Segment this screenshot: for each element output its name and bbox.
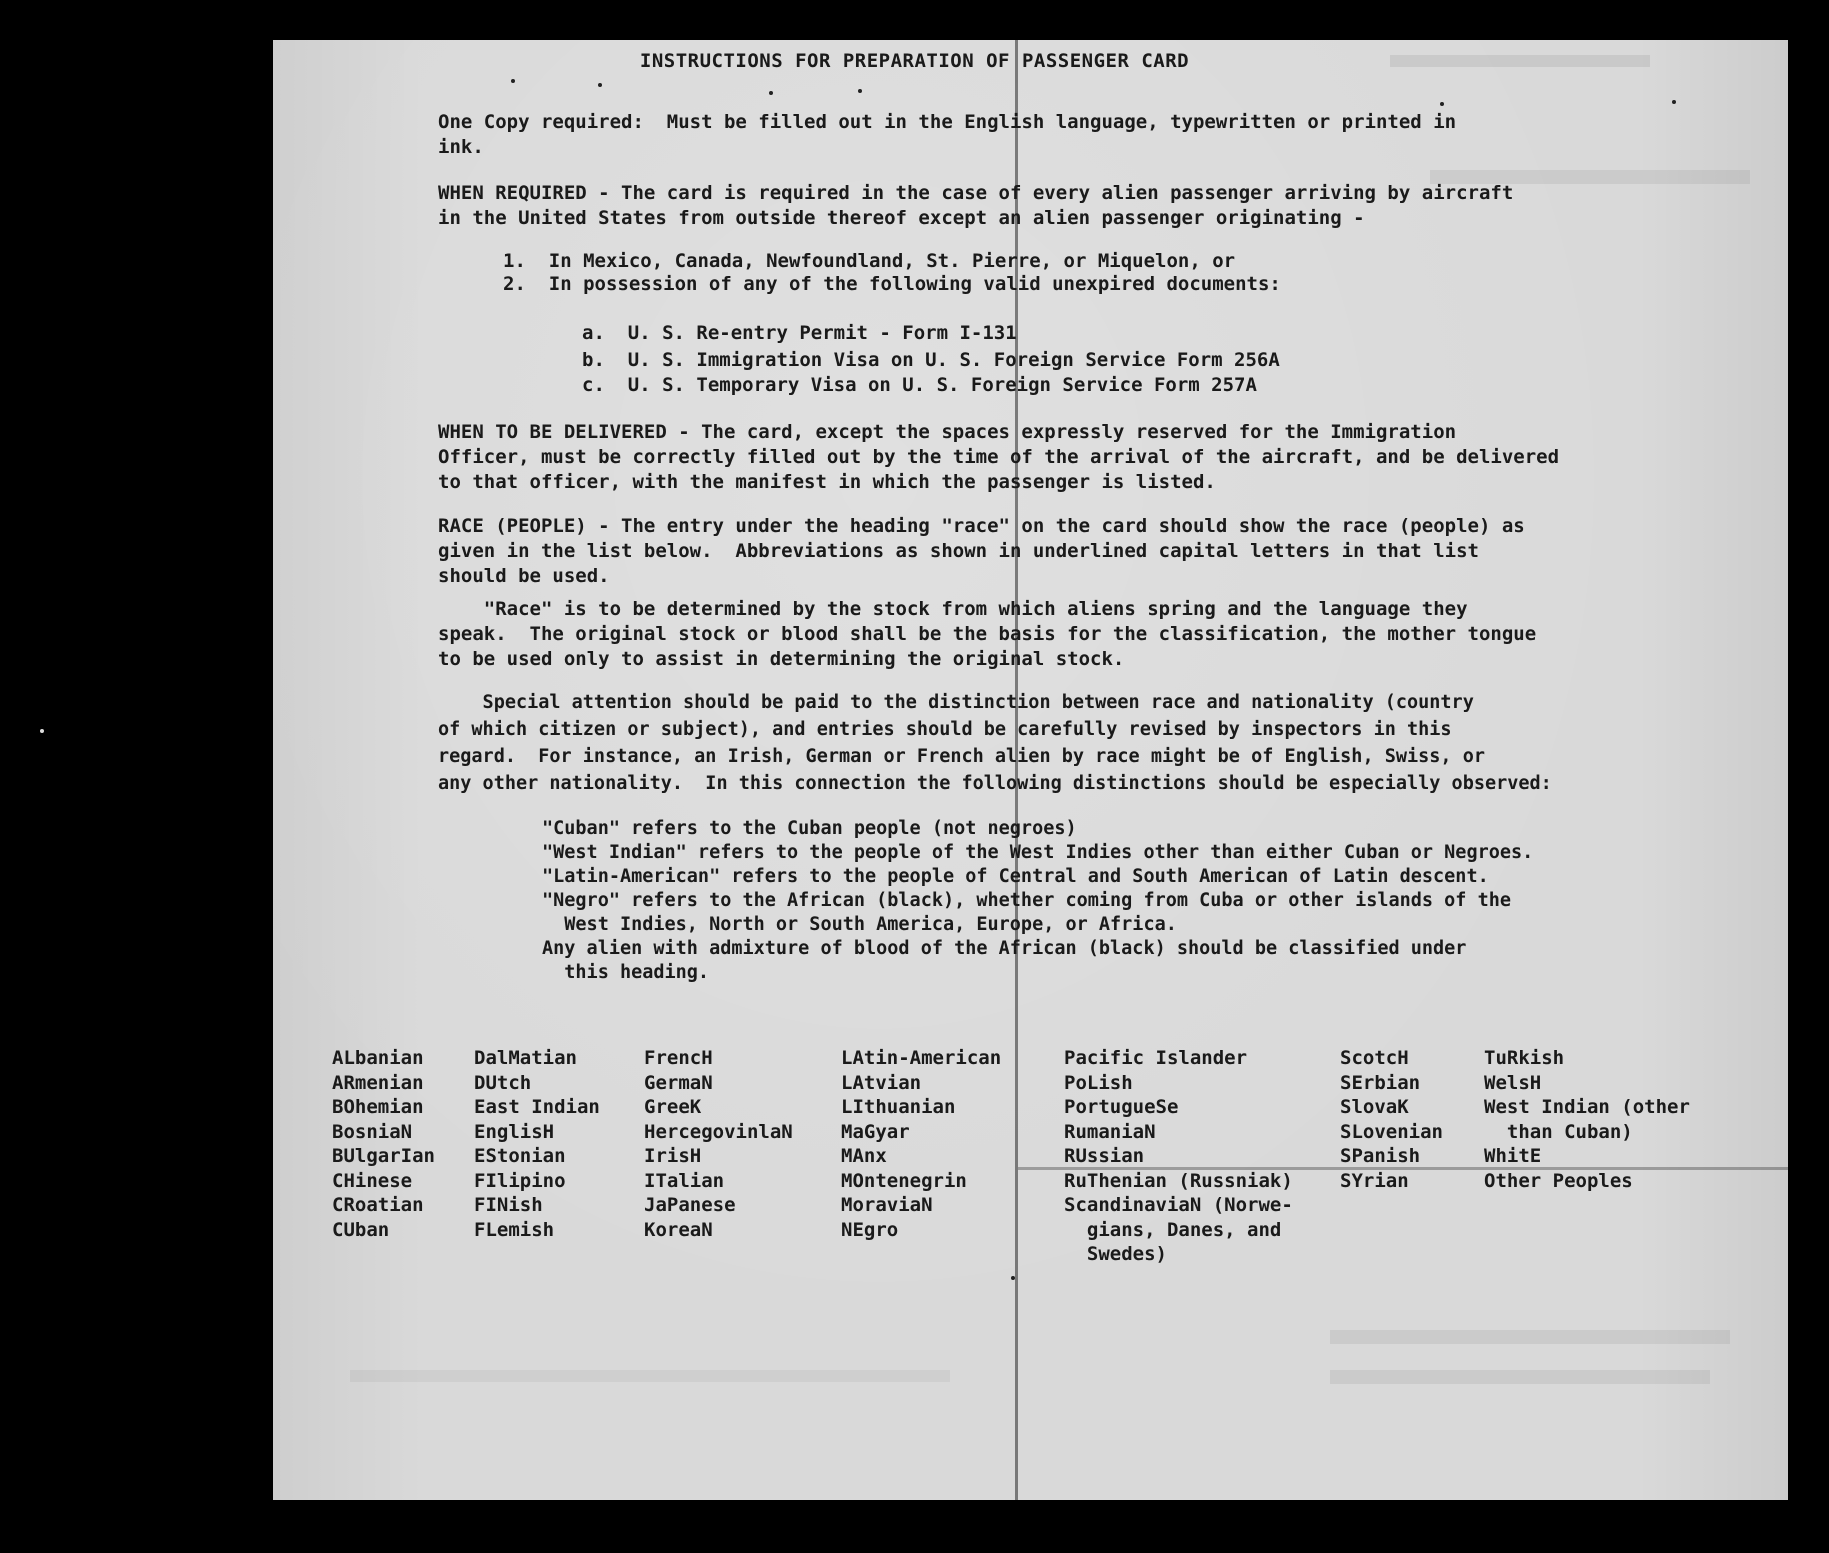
ink-speck — [1440, 102, 1444, 106]
when-delivered-paragraph: WHEN TO BE DELIVERED - The card, except the spaces expressly reserved for the Immigration Officer, must be correctly filled out by the time of the arrival of the aircraft, and be delivered to that officer, with the manifest in which the passenger is listed. — [438, 421, 1560, 493]
document-item-a: a. U. S. Re-entry Permit - Form I-131 — [582, 322, 1017, 344]
race-entry: Other Peoples — [1484, 1169, 1633, 1192]
race-entry: ALbanian — [332, 1047, 424, 1069]
race-entry: CUban — [332, 1218, 390, 1241]
race-entry: RuThenian (Russniak) — [1064, 1169, 1293, 1192]
race-column-7 — [1484, 1046, 1690, 1193]
ink-speck — [511, 79, 515, 83]
ink-speck — [1011, 1276, 1015, 1280]
race-entry: gians, Danes, and — [1064, 1218, 1282, 1241]
race-entry: SPanish — [1340, 1145, 1421, 1167]
race-entry: CRoatian — [332, 1194, 424, 1216]
race-entry: LAtvian — [841, 1071, 922, 1094]
race-entry: JaPanese — [644, 1194, 736, 1216]
exemption-item-1: 1. In Mexico, Canada, Newfoundland, St. Pierre, or Miquelon, or — [503, 250, 1236, 272]
ink-speck — [769, 91, 773, 95]
race-entry: DUtch — [474, 1071, 532, 1094]
race-definition-paragraph: "Race" is to be determined by the stock from which aliens spring and the language they speak. The original stock or blood shall be the basis for the classification, the mother tongue to be used only to assist in determining the original stock. — [438, 598, 1537, 670]
race-entry: CHinese — [332, 1169, 413, 1192]
race-entry: West Indian (other — [1484, 1096, 1690, 1118]
race-entry: SErbian — [1340, 1071, 1421, 1094]
dust-speck — [40, 729, 44, 733]
ink-speck — [598, 83, 602, 87]
race-column-2 — [474, 1046, 600, 1242]
race-entry: EStonian — [474, 1145, 566, 1167]
race-entry: NEgro — [841, 1218, 899, 1241]
document-item-b: b. U. S. Immigration Visa on U. S. Foreign Service Form 256A — [582, 349, 1280, 371]
document-title: INSTRUCTIONS FOR PREPARATION OF PASSENGER CARD — [639, 50, 1190, 72]
race-column-4 — [841, 1046, 1001, 1242]
race-entry: ScandinaviaN (Norwe- — [1064, 1194, 1293, 1216]
race-entry: MoraviaN — [841, 1194, 933, 1216]
race-entry: FrencH — [644, 1047, 713, 1069]
race-entry: TuRkish — [1484, 1047, 1565, 1069]
race-entry: WhitE — [1484, 1145, 1542, 1167]
race-entry: SLovenian — [1340, 1120, 1443, 1143]
race-entry: BosniaN — [332, 1120, 413, 1143]
race-entry: FINish — [474, 1194, 543, 1216]
race-entry: BUlgarIan — [332, 1145, 435, 1167]
race-entry: RumaniaN — [1064, 1120, 1156, 1143]
race-entry: PoLish — [1064, 1071, 1133, 1094]
race-entry: LAtin-American — [841, 1047, 1002, 1069]
race-column-1 — [332, 1046, 435, 1242]
race-entry: MOntenegrin — [841, 1169, 967, 1192]
race-entry: BOhemian — [332, 1096, 424, 1118]
document-item-c: c. U. S. Temporary Visa on U. S. Foreign Service Form 257A — [582, 374, 1257, 396]
race-entry: PortugueSe — [1064, 1096, 1179, 1118]
race-entry: Pacific Islander — [1064, 1047, 1248, 1069]
ink-speck — [1672, 100, 1676, 104]
race-entry: KoreaN — [644, 1218, 713, 1241]
race-entry: SlovaK — [1340, 1096, 1409, 1118]
race-entry: LIthuanian — [841, 1096, 956, 1118]
race-entry: than Cuban) — [1484, 1120, 1633, 1143]
race-entry: HercegovinlaN — [644, 1120, 793, 1143]
bleed-through-mark — [1330, 1370, 1710, 1384]
race-column-6 — [1340, 1046, 1443, 1193]
race-entry: MaGyar — [841, 1120, 910, 1143]
race-entry: FLemish — [474, 1218, 555, 1241]
race-entry: IrisH — [644, 1145, 702, 1167]
race-entry: East Indian — [474, 1096, 600, 1118]
race-entry: RUssian — [1064, 1145, 1145, 1167]
bleed-through-mark — [1330, 1330, 1730, 1344]
race-column-5 — [1064, 1046, 1293, 1267]
distinctions-list: "Cuban" refers to the Cuban people (not negroes) "West Indian" refers to the people of the West Indies other than either Cuban or Negroes. "Latin-American" refers to the people of Central and South American of Latin descent. "Negro" refers to the African (black), whether coming from Cuba or other islands of the West Indies, North or South America, Europe, or Africa. Any alien with admixture of blood of the African (black) should be classified under this heading. — [542, 818, 1534, 983]
race-entry: GreeK — [644, 1096, 702, 1118]
race-entry: SYrian — [1340, 1169, 1409, 1192]
race-entry: DalMatian — [474, 1047, 577, 1069]
race-entry: GermaN — [644, 1071, 713, 1094]
exemption-item-2: 2. In possession of any of the following valid unexpired documents: — [503, 273, 1281, 295]
when-required-paragraph: WHEN REQUIRED - The card is required in the case of every alien passenger arriving by aircraft in the United States from outside thereof except an alien passenger originating - — [438, 182, 1514, 229]
bleed-through-mark — [350, 1370, 950, 1382]
special-attention-paragraph: Special attention should be paid to the distinction between race and nationality (country of which citizen or subject), and entries should be carefully revised by inspectors in this regard. For instance, an Irish, German or French alien by race might be of English, Swiss, or any other nationality. In this connection the following distinctions should be especially observed: — [438, 692, 1552, 794]
ink-speck — [858, 89, 862, 93]
race-heading-paragraph: RACE (PEOPLE) - The entry under the heading "race" on the card should show the race (people) as given in the list below. Abbreviations as shown in underlined capital letters in that list should be used. — [438, 515, 1525, 587]
race-entry: EnglisH — [474, 1120, 555, 1143]
race-entry: ITalian — [644, 1169, 725, 1192]
race-entry: ARmenian — [332, 1071, 424, 1094]
race-column-3 — [644, 1046, 793, 1242]
copy-required-paragraph: One Copy required: Must be filled out in the English language, typewritten or printed in ink. — [438, 111, 1457, 158]
race-entry: WelsH — [1484, 1071, 1542, 1094]
race-entry: Swedes) — [1064, 1243, 1167, 1265]
race-entry: MAnx — [841, 1145, 887, 1167]
race-entry: FIlipino — [474, 1169, 566, 1192]
race-entry: ScotcH — [1340, 1047, 1409, 1069]
